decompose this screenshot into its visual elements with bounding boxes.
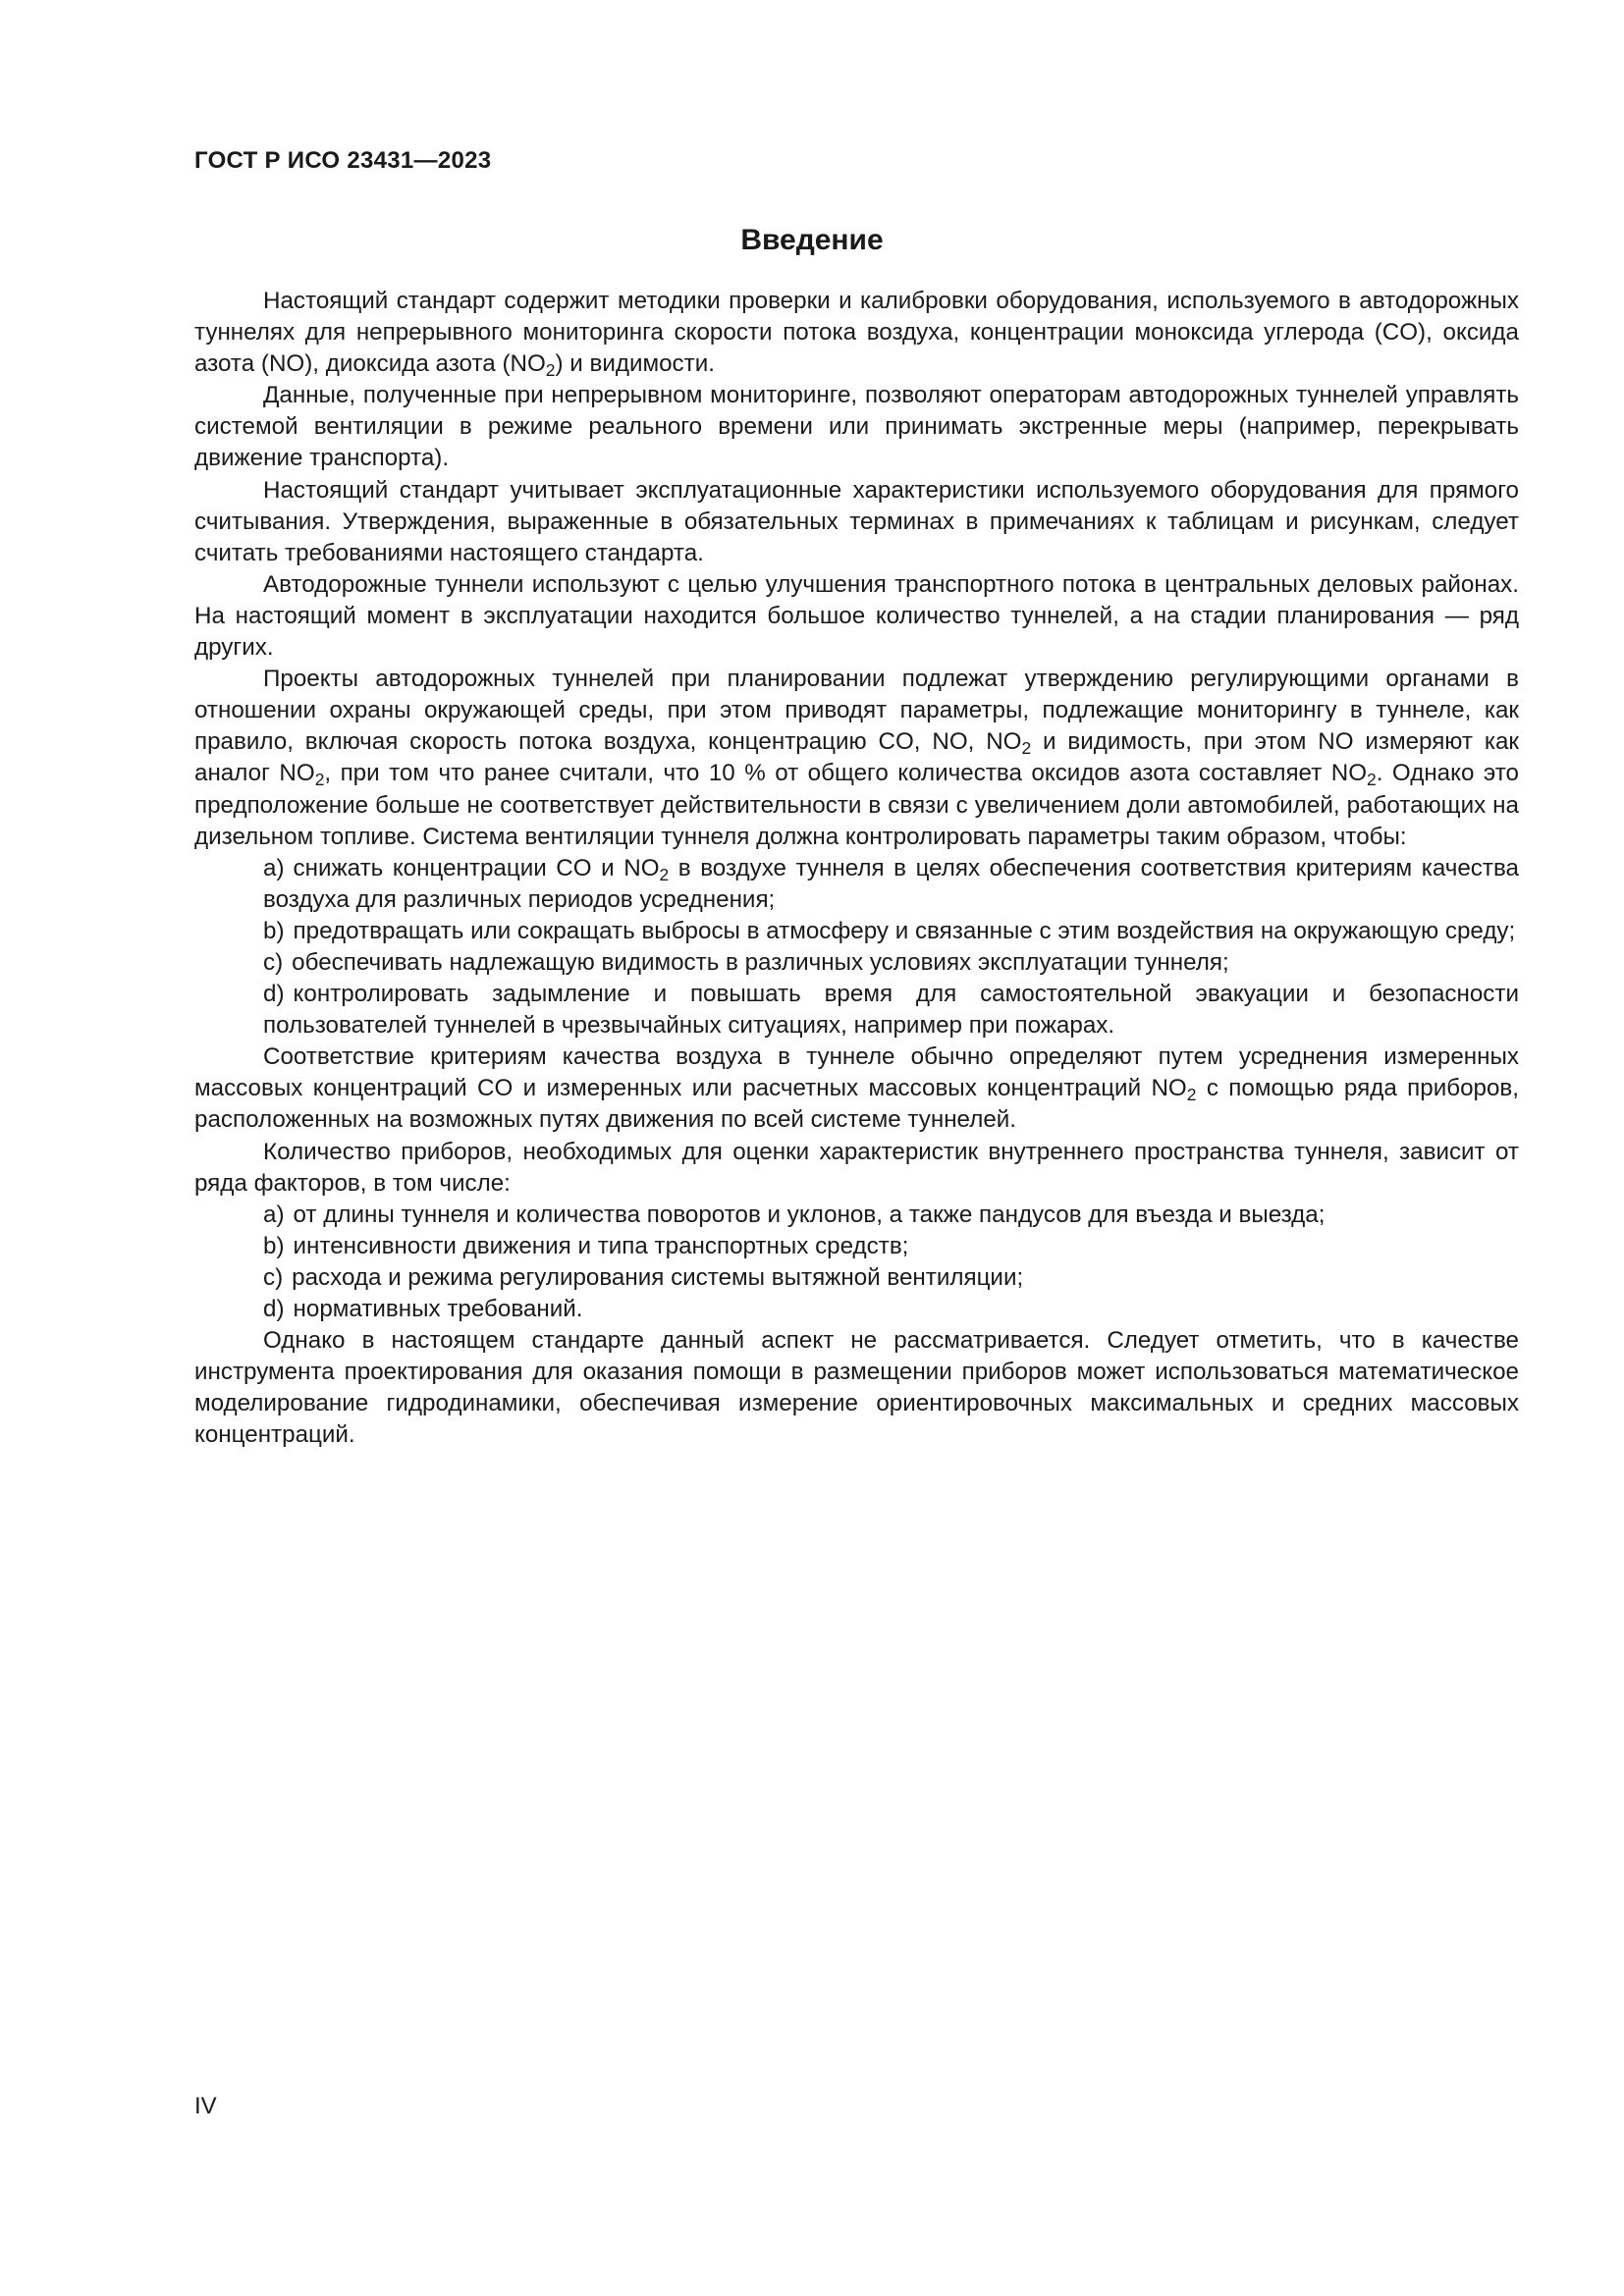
- subscript: 2: [1021, 738, 1032, 759]
- paragraph-characteristics: Настоящий стандарт учитывает эксплуатационные характеристики используемого оборудования для прямого считывания. Утверждения, выраженные в обязательных терминах в примечаниях к таблицам и рисункам, следует считать требованиями настоящего стандарта.: [194, 476, 1519, 566]
- paragraph-text-continued: ) и видимости.: [555, 350, 715, 378]
- list-item-text: от длины туннеля и количества поворотов и уклонов, а также пандусов для въезда и выезда;: [293, 1201, 1326, 1228]
- paragraph-text: . Однако это предположение больше не соответствует действительности в связи с увеличением доли автомобилей, работающих на дизельном топливе. Система вентиляции туннеля должна контролировать параметры таким образом, чтобы:: [194, 760, 1519, 850]
- list-item: [194, 916, 1519, 947]
- paragraph-scope: [194, 286, 1519, 380]
- list-item: [194, 853, 1519, 916]
- paragraph-tunnels: Автодорожные туннели используют с целью улучшения транспортного потока в центральных деловых районах. На настоящий момент в эксплуатации находится большое количество туннелей, а на стадии планирования — ряд других.: [194, 570, 1519, 662]
- document-code: ГОСТ Р ИСО 23431—2023: [194, 147, 492, 174]
- list-item-text: нормативных требований.: [293, 1296, 583, 1322]
- subscript: 2: [1367, 770, 1377, 790]
- list-item-text: предотвращать или сокращать выбросы в атмосферу и связанные с этим воздействия на окружающую среду;: [293, 917, 1516, 944]
- list-item-label: a): [263, 854, 285, 881]
- list-item-label: a): [263, 1201, 285, 1228]
- list-item: [194, 1262, 1519, 1294]
- list-item: [194, 947, 1519, 979]
- list-item-text: контролировать задымление и повышать время для самостоятельной эвакуации и безопасности пользователей туннелей в чрезвычайных ситуациях, например при пожарах.: [263, 981, 1519, 1040]
- section-title: Введение: [740, 224, 884, 256]
- page-number: IV: [194, 2093, 217, 2119]
- list-item: [194, 1294, 1519, 1325]
- list-item-label: b): [263, 1232, 285, 1259]
- paragraph-monitoring: Данные, полученные при непрерывном мониторинге, позволяют операторам автодорожных туннелей управлять системой вентиляции в режиме реального времени или принимать экстренные меры (например, перекрывать движение транспорта).: [194, 382, 1519, 472]
- paragraph-text: Соответствие критериям качества воздуха в туннеле обычно определяют путем усреднения измеренных массовых концентраций CO и измеренных или расчетных массовых концентраций NO: [194, 1043, 1519, 1102]
- paragraph-projects: [194, 664, 1519, 853]
- section-body: [194, 286, 1519, 1451]
- list-item-label: d): [263, 981, 285, 1008]
- paragraph-text: и видимость, при этом NO измеряют как аналог NO: [194, 728, 1519, 787]
- paragraph-final: Однако в настоящем стандарте данный аспект не рассматривается. Следует отметить, что в качестве инструмента проектирования для оказания помощи в размещении приборов может использоваться математическое моделирование гидродинамики, обеспечивая измерение ориентировочных максимальных и средних массовых концентраций.: [194, 1327, 1519, 1449]
- paragraph-text: Настоящий стандарт содержит методики проверки и калибровки оборудования, используемого в автодорожных туннелях для непрерывного мониторинга скорости потока воздуха, концентрации моноксида углерода (CO), оксида азота (NO), диоксида азота (NO: [194, 288, 1519, 378]
- list-item: [194, 1200, 1519, 1231]
- subscript: 2: [659, 864, 670, 884]
- subscript: 2: [314, 770, 325, 790]
- list-item-text: расхода и режима регулирования системы вытяжной вентиляции;: [292, 1263, 1024, 1291]
- list-item-text: снижать концентрации CO и NO: [293, 854, 660, 881]
- paragraph-compliance: [194, 1041, 1519, 1136]
- list-item: [194, 979, 1519, 1041]
- subscript: 2: [1186, 1085, 1197, 1105]
- list-item-text: интенсивности движения и типа транспортных средств;: [293, 1232, 909, 1259]
- list-item: [194, 1231, 1519, 1262]
- list-item-text: обеспечивать надлежащую видимость в различных условиях эксплуатации туннеля;: [292, 948, 1229, 976]
- subscript: 2: [545, 360, 556, 381]
- list-item-text-continued: в воздухе туннеля в целях обеспечения соответствия критериям качества воздуха для различных периодов усреднения;: [263, 854, 1520, 913]
- list-item-label: c): [263, 1263, 284, 1291]
- paragraph-text: Проекты автодорожных туннелей при планировании подлежат утверждению регулирующими органами в отношении охраны окружающей среды, при этом приводят параметры, подлежащие мониторингу в туннеле, как правило, включая скорость потока воздуха, концентрацию CO, NO, NO: [194, 666, 1519, 756]
- paragraph-instruments: Количество приборов, необходимых для оценки характеристик внутреннего пространства туннеля, зависит от ряда факторов, в том числе:: [194, 1138, 1519, 1197]
- list-item-label: c): [263, 948, 284, 976]
- paragraph-text: , при том что ранее считали, что 10 % от общего количества оксидов азота составляет NO: [324, 760, 1368, 787]
- list-item-label: d): [263, 1296, 285, 1322]
- paragraph-text-continued: с помощью ряда приборов, расположенных на возможных путях движения по всей системе туннелей.: [194, 1075, 1519, 1134]
- list-item-label: b): [263, 917, 285, 944]
